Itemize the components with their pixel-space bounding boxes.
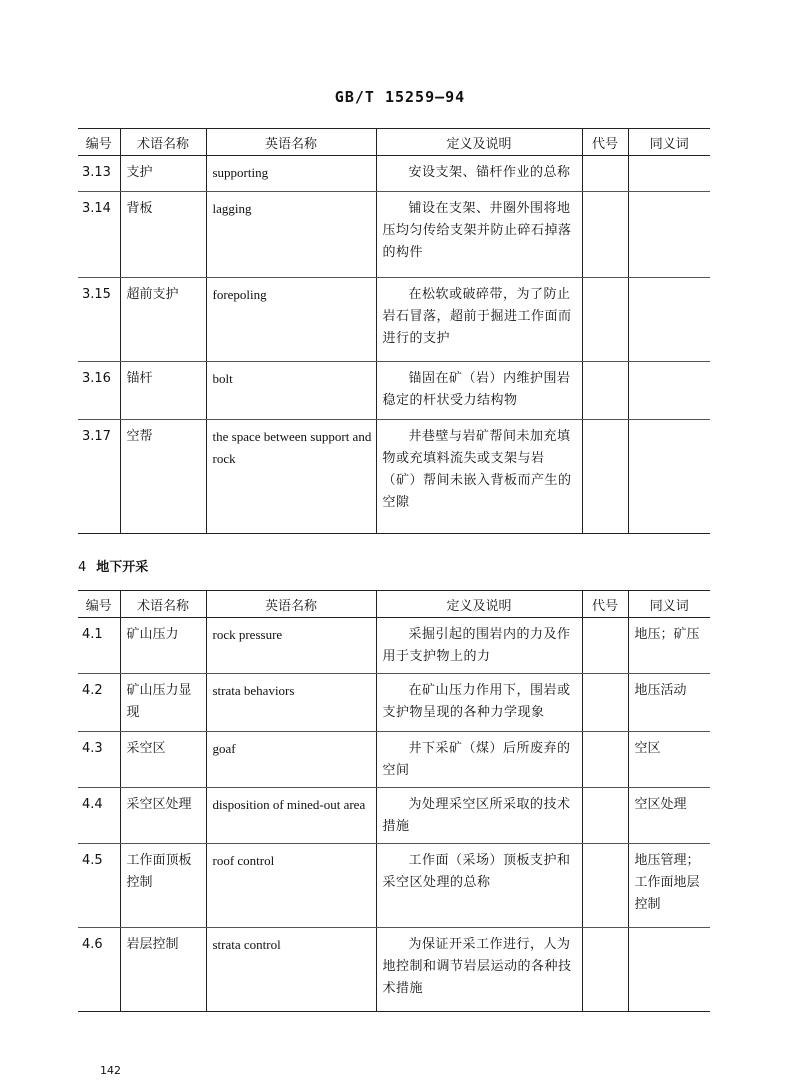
term-english: roof control — [206, 844, 376, 928]
term-synonym — [628, 362, 710, 420]
term-code — [582, 420, 628, 534]
table-row — [78, 420, 710, 534]
term-definition: 铺设在支架、井圈外围将地压均匀传给支架并防止碎石掉落的构件 — [376, 192, 582, 278]
header-english: 英语名称 — [206, 129, 376, 156]
section-number: 4 — [78, 560, 87, 575]
term-definition: 井巷壁与岩矿帮间未加充填物或充填料流失或支架与岩（矿）帮间未嵌入背板而产生的空隙 — [376, 420, 582, 534]
term-name: 空帮 — [120, 420, 206, 534]
term-synonym — [628, 192, 710, 278]
section-title-text: 地下开采 — [96, 560, 149, 575]
term-number: 4.3 — [78, 732, 120, 788]
term-synonym — [628, 156, 710, 192]
term-number: 3.13 — [78, 156, 120, 192]
term-definition: 为处理采空区所采取的技术措施 — [376, 788, 582, 844]
term-name: 锚杆 — [120, 362, 206, 420]
table-row — [78, 618, 710, 674]
header-english: 英语名称 — [206, 591, 376, 618]
section-heading — [78, 556, 148, 575]
term-name: 矿山压力 — [120, 618, 206, 674]
page-number: 142 — [100, 1064, 121, 1077]
term-english: disposition of mined-out area — [206, 788, 376, 844]
term-number: 4.2 — [78, 674, 120, 732]
term-name: 矿山压力显现 — [120, 674, 206, 732]
term-english: the space between support and rock — [206, 420, 376, 534]
term-number: 4.4 — [78, 788, 120, 844]
table-row — [78, 788, 710, 844]
table-row — [78, 844, 710, 928]
term-number: 4.1 — [78, 618, 120, 674]
term-english: bolt — [206, 362, 376, 420]
term-name: 背板 — [120, 192, 206, 278]
header-definition: 定义及说明 — [376, 129, 582, 156]
term-definition: 为保证开采工作进行，人为地控制和调节岩层运动的各种技术措施 — [376, 928, 582, 1012]
header-term: 术语名称 — [120, 129, 206, 156]
header-code: 代号 — [582, 591, 628, 618]
term-definition: 安设支架、锚杆作业的总称 — [376, 156, 582, 192]
document-header: GB/T 15259—94 — [334, 88, 466, 106]
term-synonym — [628, 928, 710, 1012]
table-row — [78, 732, 710, 788]
term-definition: 在松软或破碎带，为了防止岩石冒落，超前于掘进工作面而进行的支护 — [376, 278, 582, 362]
term-code — [582, 732, 628, 788]
term-synonym: 地压管理；工作面地层控制 — [628, 844, 710, 928]
term-code — [582, 928, 628, 1012]
header-number: 编号 — [78, 591, 120, 618]
term-english: supporting — [206, 156, 376, 192]
term-number: 3.16 — [78, 362, 120, 420]
term-code — [582, 674, 628, 732]
header-term: 术语名称 — [120, 591, 206, 618]
term-synonym — [628, 278, 710, 362]
table-row — [78, 278, 710, 362]
term-number: 3.15 — [78, 278, 120, 362]
term-definition: 锚固在矿（岩）内维护围岩稳定的杆状受力结构物 — [376, 362, 582, 420]
term-synonym: 地压；矿压 — [628, 618, 710, 674]
term-code — [582, 618, 628, 674]
table-row — [78, 674, 710, 732]
term-english: strata behaviors — [206, 674, 376, 732]
header-synonym: 同义词 — [628, 591, 710, 618]
term-english: strata control — [206, 928, 376, 1012]
term-name: 工作面顶板控制 — [120, 844, 206, 928]
term-english: goaf — [206, 732, 376, 788]
table-row — [78, 156, 710, 192]
terms-table-section-3 — [78, 128, 710, 534]
header-synonym: 同义词 — [628, 129, 710, 156]
term-code — [582, 362, 628, 420]
term-name: 支护 — [120, 156, 206, 192]
table-row — [78, 928, 710, 1012]
header-number: 编号 — [78, 129, 120, 156]
table-header-row — [78, 591, 710, 618]
term-name: 超前支护 — [120, 278, 206, 362]
table-row — [78, 362, 710, 420]
term-synonym: 地压活动 — [628, 674, 710, 732]
header-code: 代号 — [582, 129, 628, 156]
term-number: 4.6 — [78, 928, 120, 1012]
term-definition: 井下采矿（煤）后所废弃的空间 — [376, 732, 582, 788]
term-definition: 采掘引起的围岩内的力及作用于支护物上的力 — [376, 618, 582, 674]
term-number: 3.14 — [78, 192, 120, 278]
term-synonym — [628, 420, 710, 534]
term-code — [582, 192, 628, 278]
term-number: 3.17 — [78, 420, 120, 534]
term-code — [582, 278, 628, 362]
term-english: rock pressure — [206, 618, 376, 674]
table-header-row — [78, 129, 710, 156]
term-definition: 工作面（采场）顶板支护和采空区处理的总称 — [376, 844, 582, 928]
term-definition: 在矿山压力作用下，围岩或支护物呈现的各种力学现象 — [376, 674, 582, 732]
table-row — [78, 192, 710, 278]
term-name: 采空区处理 — [120, 788, 206, 844]
header-definition: 定义及说明 — [376, 591, 582, 618]
term-code — [582, 156, 628, 192]
term-code — [582, 844, 628, 928]
term-synonym: 空区 — [628, 732, 710, 788]
term-synonym: 空区处理 — [628, 788, 710, 844]
term-english: forepoling — [206, 278, 376, 362]
term-number: 4.5 — [78, 844, 120, 928]
terms-table-section-4 — [78, 590, 710, 1012]
term-english: lagging — [206, 192, 376, 278]
term-code — [582, 788, 628, 844]
term-name: 岩层控制 — [120, 928, 206, 1012]
term-name: 采空区 — [120, 732, 206, 788]
